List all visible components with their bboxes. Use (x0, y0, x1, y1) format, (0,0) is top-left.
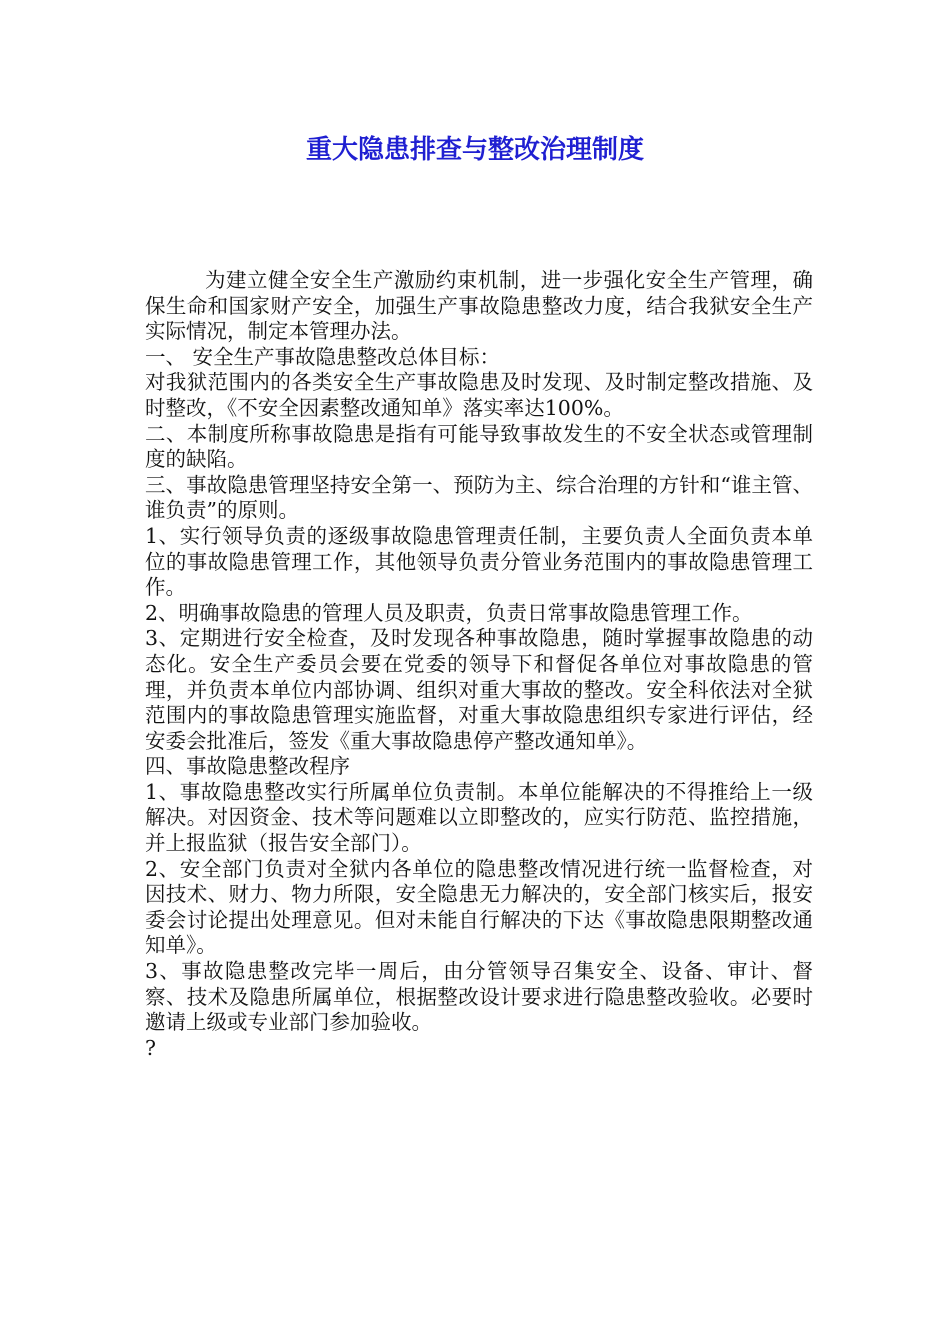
paragraph-trailing-mark: ? (145, 1035, 156, 1060)
paragraph-section-4-item-3: 3、事故隐患整改完毕一周后，由分管领导召集安全、设备、审计、督察、技术及隐患所属单位，根据整改设计要求进行隐患整改验收。必要时邀请上级或专业部门参加验收。 (145, 959, 813, 1035)
paragraph-section-3-item-2: 2、明确事故隐患的管理人员及职责，负责日常事故隐患管理工作。 (145, 600, 753, 625)
paragraph-section-1-heading: 一、 安全生产事故隐患整改总体目标： (145, 344, 501, 369)
paragraph-section-2: 二、本制度所称事故隐患是指有可能导致事故发生的不安全状态或管理制度的缺陷。 (145, 421, 813, 472)
paragraph-section-4-item-2: 2、安全部门负责对全狱内各单位的隐患整改情况进行统一监督检查，对因技术、财力、物力所限，安全隐患无力解决的，安全部门核实后，报安委会讨论提出处理意见。但对未能自行解决的下达《事故隐患限期整改通知单》。 (145, 856, 813, 958)
paragraph-section-4-heading: 四、事故隐患整改程序 (145, 754, 350, 779)
document-title: 重大隐患排查与整改治理制度 (305, 135, 644, 165)
paragraph-intro: 为建立健全安全生产激励约束机制，进一步强化安全生产管理，确保生命和国家财产安全，加强生产事故隐患整改力度，结合我狱安全生产实际情况，制定本管理办法。 (145, 268, 813, 344)
paragraph-section-3: 三、事故隐患管理坚持安全第一、预防为主、综合治理的方针和“谁主管、谁负责”的原则。 (145, 472, 813, 523)
paragraph-section-3-item-3: 3、定期进行安全检查，及时发现各种事故隐患，随时掌握事故隐患的动态化。安全生产委员会要在党委的领导下和督促各单位对事故隐患的管理，并负责本单位内部协调、组织对重大事故的整改。安全科依法对全狱范围内的事故隐患管理实施监督，对重大事故隐患组织专家进行评估，经安委会批准后，签发《重大事故隐患停产整改通知单》。 (145, 626, 813, 753)
document-body (145, 268, 813, 1061)
paragraph-section-4-item-1: 1、事故隐患整改实行所属单位负责制。本单位能解决的不得推给上一级解决。对因资金、技术等问题难以立即整改的，应实行防范、监控措施，并上报监狱（报告安全部门）。 (145, 779, 813, 856)
paragraph-section-3-item-1: 1、实行领导负责的逐级事故隐患管理责任制，主要负责人全面负责本单位的事故隐患管理工作，其他领导负责分管业务范围内的事故隐患管理工作。 (145, 523, 813, 600)
paragraph-section-1-body: 对我狱范围内的各类安全生产事故隐患及时发现、及时制定整改措施、及时整改，《不安全因素整改通知单》落实率达100%。 (145, 370, 813, 420)
